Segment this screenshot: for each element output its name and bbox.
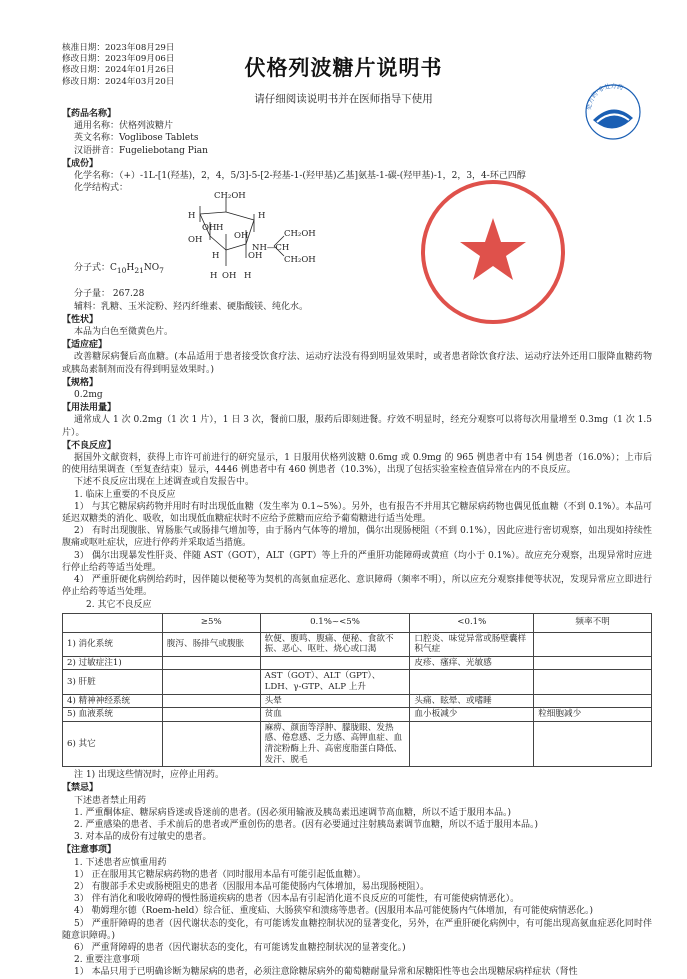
h-label-6: H bbox=[244, 271, 252, 282]
contra-intro: 下述患者禁止用药 bbox=[74, 795, 147, 806]
table-header: 0.1%~<5% bbox=[260, 613, 410, 632]
logo-text: 处方药·非处方药 bbox=[585, 82, 624, 111]
oh-label-1: OH bbox=[202, 223, 217, 234]
table-cell bbox=[162, 656, 260, 670]
adverse-p2: 下述不良反应出现在上述调查或自发报告中。 bbox=[74, 477, 255, 488]
precautions-sub2: 2. 重要注意事项 bbox=[74, 955, 140, 966]
oh-label-5: OH bbox=[222, 271, 237, 282]
table-cell: 口腔炎、味觉异常或肠壁囊样积气症 bbox=[410, 632, 534, 656]
table-header bbox=[63, 613, 163, 632]
table-cell bbox=[162, 694, 260, 708]
adverse-item-1: 1） 与其它糖尿病药物并用时有时出现低血糖（发生率为 0.1~5%）。另外，也有报告不并用其它糖尿病药物也偶见低血糖（不到 0.1%）。本品可延迟双糖类的消化、吸收，如出现低血糖症状时不应给予蔗糖而应给予葡萄糖进行适当处理。 bbox=[62, 501, 652, 525]
section-character: 【性状】 bbox=[62, 314, 99, 325]
table-cell: AST（GOT）、ALT（GPT）、LDH、γ-GTP、ALP 上升 bbox=[260, 670, 410, 694]
table-cell bbox=[534, 694, 652, 708]
ch2oh-right-2: CH₂OH bbox=[284, 255, 316, 266]
precaution-item-3: 3） 伴有消化和吸收障碍的慢性肠道疾病的患者（因本品有引起消化道不良反应的可能性，有可能使病情恶化）。 bbox=[74, 894, 520, 905]
table-cell bbox=[534, 632, 652, 656]
table-note: 注 1) 出现这些情况时，应停止用药。 bbox=[74, 770, 224, 781]
table-cell bbox=[260, 656, 410, 670]
h-label-1: H bbox=[188, 211, 196, 222]
table-cell: 3) 肝脏 bbox=[63, 670, 163, 694]
character-text: 本品为白色至微黄色片。 bbox=[74, 327, 174, 338]
section-usage: 【用法用量】 bbox=[62, 403, 117, 414]
table-cell bbox=[162, 708, 260, 722]
oh-label-3: OH bbox=[234, 231, 249, 242]
table-cell: 4) 精神神经系统 bbox=[63, 694, 163, 708]
section-drug-name: 【药品名称】 bbox=[62, 109, 117, 119]
table-header-row bbox=[63, 613, 652, 632]
table-row bbox=[63, 721, 652, 766]
table-cell: 软便、腹鸣、腹痛、便秘、食欲不振、恶心、呕吐、烧心或口渴 bbox=[260, 632, 410, 656]
section-precautions: 【注意事项】 bbox=[62, 845, 117, 856]
document-title: 伏格列波糖片说明书 bbox=[244, 56, 443, 80]
adverse-sub2: 2. 其它不良反应 bbox=[86, 599, 152, 610]
precaution-item-5: 5） 严重肝障碍的患者（因代谢状态的变化，有可能诱发血糖控制状况的显著变化，另外，在严重肝硬化病例中，有可能出现高氨血症恶化同时伴随意识障碍。) bbox=[62, 918, 652, 941]
table-row bbox=[63, 632, 652, 656]
table-row bbox=[63, 694, 652, 708]
table-cell bbox=[162, 721, 260, 766]
ch2oh-right-1: CH₂OH bbox=[284, 229, 316, 240]
table-row bbox=[63, 670, 652, 694]
contra-item-3: 3. 对本品的成份有过敏史的患者。 bbox=[74, 832, 212, 843]
spec-text: 0.2mg bbox=[74, 390, 103, 401]
revision-date-2: 修改日期：2024年01月26日 bbox=[62, 65, 175, 76]
adverse-item-4: 4） 严重肝硬化病例给药时，因伴随以便秘等为契机的高氨血症恶化、意识障碍（频率不明），所以应充分观察排便等状况，发现异常应立即进行停止给药等适当处理。 bbox=[62, 575, 652, 598]
table-cell: 2) 过敏症注1) bbox=[63, 656, 163, 670]
molecular-weight: 分子量： 267.28 bbox=[74, 289, 145, 300]
h-label-5: H bbox=[210, 271, 218, 282]
revision-date-1: 修改日期：2023年09月06日 bbox=[62, 54, 175, 65]
usage-text: 通常成人 1 次 0.2mg（1 次 1 片），1 日 3 次，餐前口服，服药后即刻进餐。疗效不明显时，经充分观察可以将每次用量增至 0.3mg（1 次 1.5 片）。 bbox=[62, 415, 652, 438]
table-header: 频率不明 bbox=[534, 613, 652, 632]
table-cell: 血小板减少 bbox=[410, 708, 534, 722]
table-header: <0.1% bbox=[410, 613, 534, 632]
english-name: 英文名称：Voglibose Tablets bbox=[74, 133, 199, 144]
table-row bbox=[63, 656, 652, 670]
table-cell: 粒细胞减少 bbox=[534, 708, 652, 722]
section-composition: 【成份】 bbox=[62, 158, 99, 169]
table-cell: 贫血 bbox=[260, 708, 410, 722]
table-cell bbox=[534, 656, 652, 670]
adverse-item-3: 3） 偶尔出现暴发性肝炎、伴随 AST（GOT），ALT（GPT）等上升的严重肝功能障碍或黄疸（均小于 0.1%）。故应充分观察，出现异常时应进行停止给药等适当处理。 bbox=[62, 550, 652, 573]
structure-label: 化学结构式： bbox=[74, 183, 129, 194]
table-header: ≥5% bbox=[162, 613, 260, 632]
adverse-item-2: 2） 有时出现腹胀、胃肠胀气或肠排气增加等，由于肠内气体等的增加，偶尔出现肠梗阻（不到 0.1%），因此应进行密切观察，如出现如持续性腹痛或呕吐症状，应进行停药并采取适当措施。 bbox=[62, 526, 652, 549]
precaution-last-line: 1） 本品只用于已明确诊断为糖尿病的患者，必须注意除糖尿病外的葡萄糖耐量异常和尿糖阳性等也会出现糖尿病样症状（肾性 bbox=[74, 967, 578, 978]
table-cell: 麻痹、颜面等浮肿、朦胧眼、发热感、倦怠感、乏力感、高钾血症、血清淀粉酶上升、高密度脂蛋白降低、发汗、脱毛 bbox=[260, 721, 410, 766]
section-indications: 【适应症】 bbox=[62, 340, 108, 351]
precaution-item-4: 4） 勒姆理尔德（Roem-held）综合征、重度疝、大肠狭窄和溃疡等患者。(因服用本品可能使肠内气体增加，有可能使病情恶化。) bbox=[74, 906, 593, 917]
table-cell: 6) 其它 bbox=[63, 721, 163, 766]
precaution-item-1: 1） 正在服用其它糖尿病药物的患者（同时服用本品有可能引起低血糖）。 bbox=[74, 869, 367, 880]
table-cell: 腹泻、肠排气或腹胀 bbox=[162, 632, 260, 656]
chemical-structure bbox=[62, 194, 652, 288]
precaution-item-2: 2） 有腹部手术史或肠梗阻史的患者（因服用本品可能使肠内气体增加，易出现肠梗阻）。 bbox=[74, 882, 430, 893]
adverse-sub1: 1. 临床上重要的不良反应 bbox=[74, 489, 176, 500]
oh-label-4: OH bbox=[248, 251, 263, 262]
h-label-4: H bbox=[212, 251, 220, 262]
section-adverse: 【不良反应】 bbox=[62, 440, 117, 451]
table-cell bbox=[534, 721, 652, 766]
ch2oh-top: CH₂OH bbox=[214, 192, 246, 202]
precaution-item-6: 6） 严重肾障碍的患者（因代谢状态的变化，有可能诱发血糖控制状况的显著变化。) bbox=[74, 943, 406, 954]
contra-item-2: 2. 严重感染的患者、手术前后的患者或严重创伤的患者。(因有必要通过注射胰岛素调节血糖，所以不适于服用本品。) bbox=[74, 820, 538, 831]
table-cell: 1) 消化系统 bbox=[63, 632, 163, 656]
table-cell bbox=[410, 670, 534, 694]
table-cell: 头晕 bbox=[260, 694, 410, 708]
contra-item-1: 1. 严重酮体症、糖尿病昏迷或昏迷前的患者。(因必须用输液及胰岛素迅速调节高血糖，所以不适于服用本品。) bbox=[74, 807, 511, 818]
generic-name: 通用名称：伏格列波糖片 bbox=[74, 121, 174, 132]
table-cell bbox=[534, 670, 652, 694]
table-cell: 5) 血液系统 bbox=[63, 708, 163, 722]
document-body bbox=[62, 107, 652, 979]
section-spec: 【规格】 bbox=[62, 377, 99, 388]
adverse-p1: 据国外文献资料，获得上市许可前进行的研究显示，1 日服用伏格列波糖 0.6mg 或 0.9mg 的 965 例患者中有 154 例患者（16.0%）；上市后的使用结果调查（至复查结束）显示，4446 例患者中有 460 例患者（10.3%），出现了包括实验室检查值异常在内的不良反应。 bbox=[62, 453, 652, 476]
table-cell: 皮疹、瘙痒、光敏感 bbox=[410, 656, 534, 670]
structure-diagram bbox=[150, 192, 350, 288]
chemical-name: 化学名称：（+）-1L-[1(羟基)，2，4，5/3]-5-[2-羟基-1-(羟甲基)乙基]氨基-1-碳-(羟甲基)-1，2，3，4-环己四醇 bbox=[74, 171, 526, 182]
excipients: 辅料：乳糖、玉米淀粉、羟丙纤维素、硬脂酸镁、纯化水。 bbox=[74, 301, 309, 312]
table-cell bbox=[410, 721, 534, 766]
adverse-reaction-table bbox=[62, 613, 652, 768]
indications-text: 改善糖尿病餐后高血糖。(本品适用于患者接受饮食疗法、运动疗法没有得到明显效果时，或者患者除饮食疗法、运动疗法外还用口服降血糖药物或胰岛素制剂而没有得到明显效果时。) bbox=[62, 352, 652, 375]
precautions-sub1: 1. 下述患者应慎重用药 bbox=[74, 857, 167, 868]
table-row bbox=[63, 708, 652, 722]
revision-date-3: 修改日期：2024年03月20日 bbox=[62, 76, 175, 87]
approval-date: 核准日期：2023年08月29日 bbox=[62, 43, 175, 53]
molecular-formula: 分子式：$C_{10}H_{21}NO_7$ bbox=[74, 263, 164, 276]
table-cell: 头痛、眩晕、或嗜睡 bbox=[410, 694, 534, 708]
h-label-2: H bbox=[216, 223, 224, 234]
pinyin-name: 汉语拼音：Fugeliebotang Pian bbox=[74, 145, 208, 156]
document-subtitle: 请仔细阅读说明书并在医师指导下使用 bbox=[254, 93, 433, 105]
h-label-3: H bbox=[258, 211, 266, 222]
table-cell bbox=[162, 670, 260, 694]
nh-ch-label: NH—CH bbox=[252, 243, 290, 254]
oh-label-2: OH bbox=[188, 235, 203, 246]
section-contraindications: 【禁忌】 bbox=[62, 783, 99, 794]
